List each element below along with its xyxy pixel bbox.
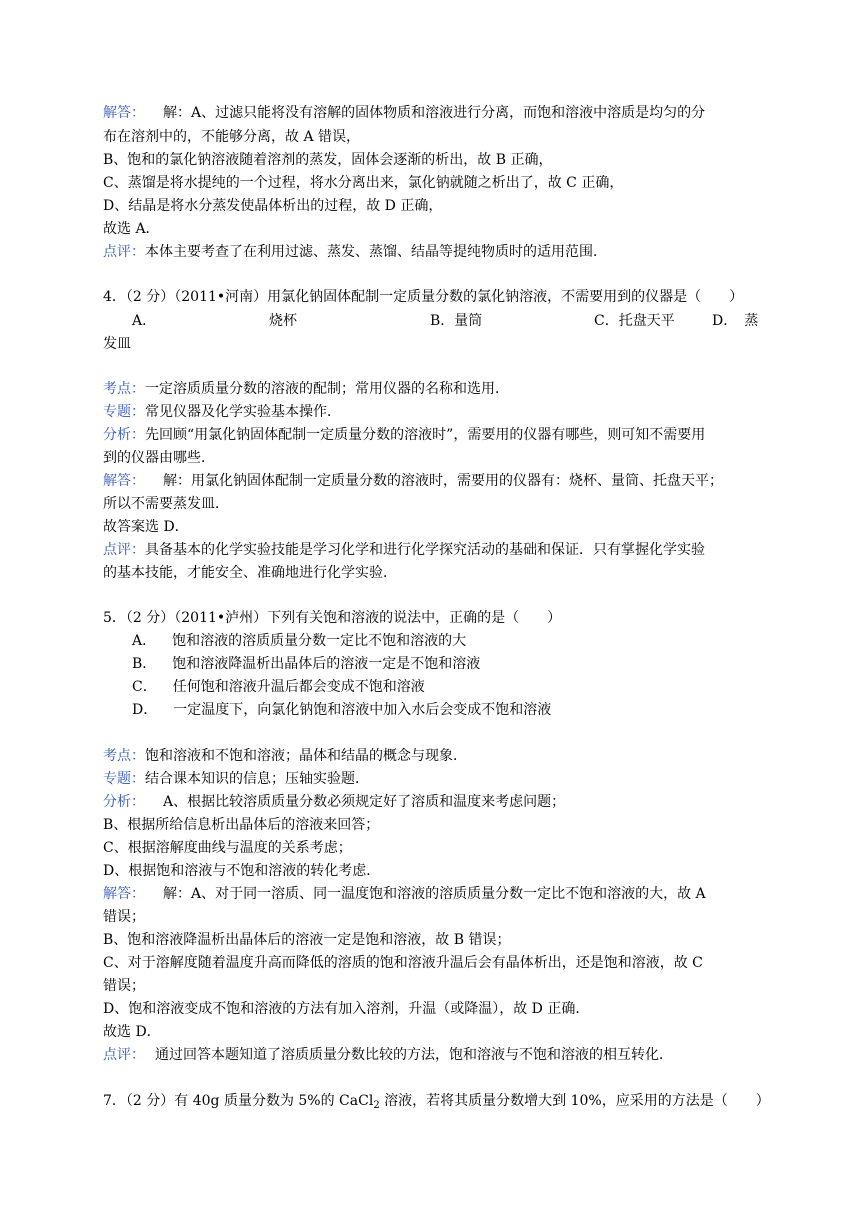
answer-text-line: D、结晶是将水分蒸发使晶体析出的过程，故 D 正确， [103, 198, 443, 214]
option-letter: A． [132, 633, 157, 649]
q4-zhuanti-line: 专题：常见仪器及化学实验基本操作． [103, 404, 341, 420]
comment-label: 点评： [103, 244, 145, 260]
q5-option-c [132, 678, 425, 696]
answer-text-line: C、蒸馏是将水提纯的一个过程，将水分离出来，氯化钠就随之析出了，故 C 正确， [103, 175, 624, 191]
answer-label: 解答： [103, 105, 145, 121]
answer-text-line: 布在溶剂中的，不能够分离，故 A 错误， [103, 129, 361, 145]
comment-label: 点评： [103, 542, 145, 558]
answer-text-line: 所以不需要蒸发皿． [103, 496, 229, 512]
option-letter: C． [132, 679, 157, 695]
zhuanti-label: 专题： [103, 404, 145, 420]
answer-text-line: D、饱和溶液变成不饱和溶液的方法有加入溶剂，升温（或降温），故 D 正确． [103, 1001, 590, 1017]
answer-text-line: 故答案选 D． [103, 519, 189, 535]
q7-stem: 7．（2 分）有 40g 质量分数为 5%的 CaCl$_2$ 溶液，若将其质量分数增大到 10%，应采用的方法是（ ） [103, 1093, 770, 1111]
answer-text-line: 故选 D． [103, 1024, 161, 1040]
q4-option-a-text: 烧杯 [269, 313, 297, 329]
q5-comment-line: 点评： 通过回答本题知道了溶质质量分数比较的方法，饱和溶液与不饱和溶液的相互转化． [103, 1047, 673, 1063]
zhuanti-label: 专题： [103, 771, 145, 787]
q4-option-c: C．托盘天平 [594, 313, 675, 329]
q5-option-a [132, 632, 466, 650]
q5-option-d [132, 701, 551, 719]
option-text: 饱和溶液降温析出晶体后的溶液一定是不饱和溶液 [172, 656, 481, 672]
option-text: 饱和溶液的溶质质量分数一定比不饱和溶液的大 [172, 633, 467, 649]
q4-stem: 4．（2 分）（2011•河南）用氯化钠固体配制一定质量分数的氯化钠溶液，不需要用到的仪器是（ ） [103, 289, 744, 305]
answer-label: 解答： [103, 886, 145, 902]
comment-label: 点评： [103, 1047, 145, 1063]
q4-kaodian-line: 考点：一定溶质质量分数的溶液的配制；常用仪器的名称和选用． [103, 381, 509, 397]
q4-option-b: B．量筒 [430, 313, 483, 329]
comment-text-line: 的基本技能，才能安全、准确地进行化学实验． [103, 565, 397, 581]
q4-option-wrap: 发皿 [103, 336, 131, 352]
analysis-text-line: C、根据溶解度曲线与温度的关系考虑； [103, 840, 352, 856]
q3-comment-line: 点评：本体主要考查了在利用过滤、蒸发、蒸馏、结晶等提纯物质时的适用范围． [103, 244, 607, 260]
answer-label: 解答： [103, 473, 145, 489]
option-text: 任何饱和溶液升温后都会变成不饱和溶液 [172, 679, 425, 695]
option-text: 一定温度下，向氯化钠饱和溶液中加入水后会变成不饱和溶液 [173, 702, 552, 718]
answer-text-line: C、对于溶解度随着温度升高而降低的溶质的饱和溶液升温后会有晶体析出，还是饱和溶液，故 C [103, 955, 703, 971]
answer-text-line: B、饱和的氯化钠溶液随着溶剂的蒸发，固体会逐渐的析出，故 B 正确， [103, 152, 553, 168]
analysis-text-line: D、根据饱和溶液与不饱和溶液的转化考虑． [103, 863, 381, 879]
q4-answer-line: 解答： 解：用氯化钠固体配制一定质量分数的溶液时，需要用的仪器有：烧杯、量筒、托盘天平； [103, 473, 723, 489]
q5-answer-line: 解答： 解：A、对于同一溶质、同一温度饱和溶液的溶质质量分数一定比不饱和溶液的大，故 A [103, 886, 706, 902]
q5-option-b [132, 655, 480, 673]
option-letter: D． [132, 702, 158, 718]
kaodian-label: 考点： [103, 748, 145, 764]
answer-text-line: 故选 A． [103, 221, 160, 237]
subscript: 2 [373, 1100, 380, 1111]
q3-answer-line: 解答： 解：A、过滤只能将没有溶解的固体物质和溶液进行分离，而饱和溶液中溶质是均匀的分 [103, 105, 706, 121]
answer-text-line: 错误； [103, 909, 145, 925]
q5-stem: 5．（2 分）（2011•泸州）下列有关饱和溶液的说法中，正确的是（ ） [103, 610, 562, 626]
q5-kaodian-line: 考点：饱和溶液和不饱和溶液；晶体和结晶的概念与现象． [103, 748, 467, 764]
q4-comment-line: 点评：具备基本的化学实验技能是学习化学和进行化学探究活动的基础和保证．只有掌握化学实验 [103, 542, 705, 558]
option-letter: B． [132, 656, 157, 672]
q4-option-a-letter: A． [132, 313, 157, 329]
q5-fenxi-line: 分析： A、根据比较溶质质量分数必须规定好了溶质和温度来考虑问题； [103, 794, 566, 810]
q5-zhuanti-line: 专题：结合课本知识的信息；压轴实验题． [103, 771, 369, 787]
answer-text-line: 错误； [103, 978, 145, 994]
answer-text-line: B、饱和溶液降温析出晶体后的溶液一定是饱和溶液，故 B 错误； [103, 932, 511, 948]
analysis-text-line: 到的仪器由哪些． [103, 450, 215, 466]
fenxi-label: 分析： [103, 794, 145, 810]
analysis-text-line: B、根据所给信息析出晶体后的溶液来回答； [103, 817, 380, 833]
fenxi-label: 分析： [103, 427, 145, 443]
kaodian-label: 考点： [103, 381, 145, 397]
q4-fenxi-line: 分析：先回顾“用氯化钠固体配制一定质量分数的溶液时”，需要用的仪器有哪些，则可知不需要用 [103, 427, 706, 443]
q4-option-d: D． 蒸 [712, 313, 759, 329]
